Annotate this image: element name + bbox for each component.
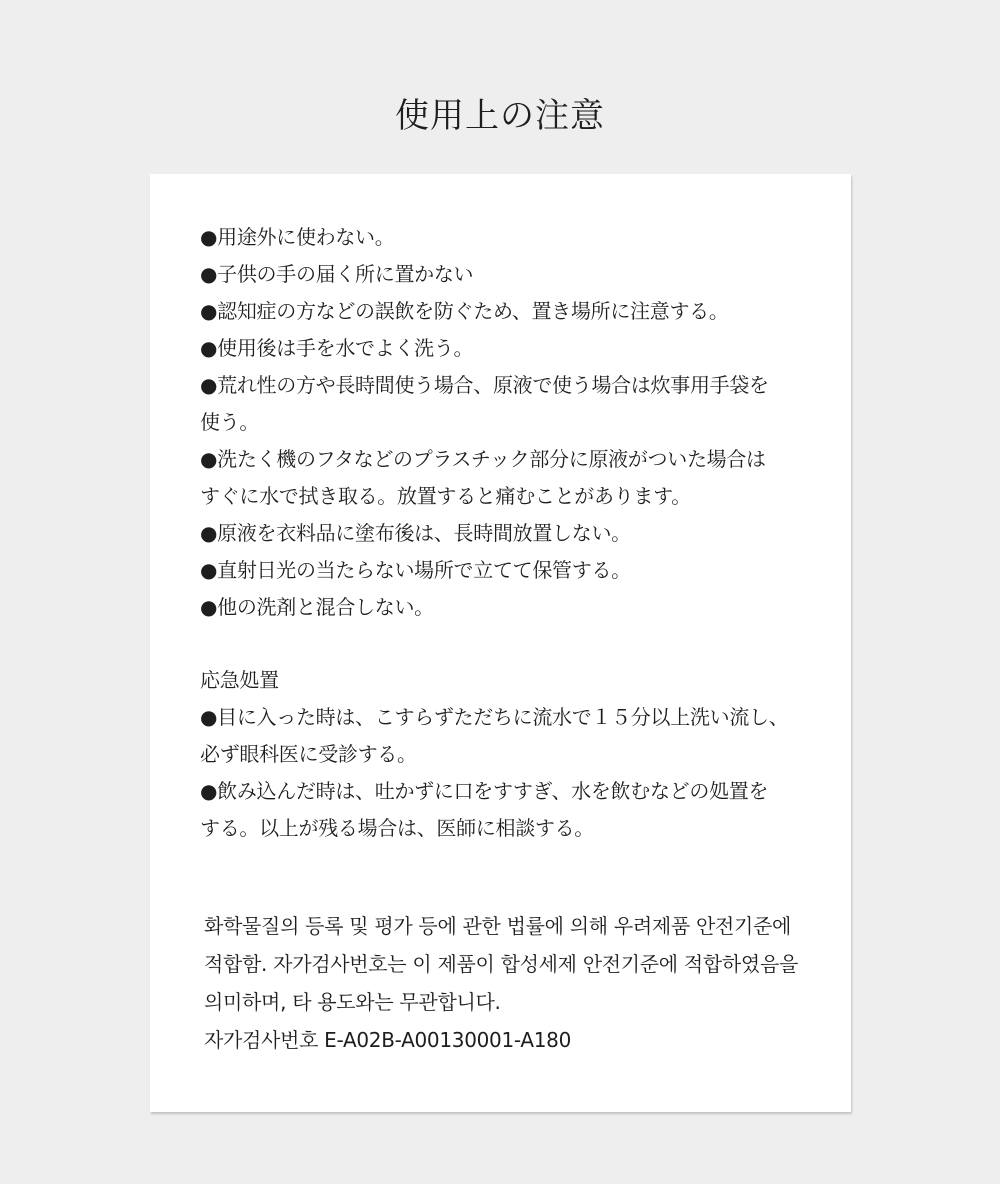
- precaution-item: ●洗たく機のフタなどのプラスチック部分に原液がついた場合は: [200, 447, 766, 471]
- korean-notice-line: 의미하며, 타 용도와는 무관합니다.: [204, 990, 501, 1014]
- emergency-item: ●目に入った時は、こすらずただちに流水で１５分以上洗い流し、: [200, 705, 789, 729]
- precautions-list: [200, 219, 830, 626]
- precaution-item: ●直射日光の当たらない場所で立てて保管する。: [200, 558, 631, 582]
- korean-notice-line: 적합함. 자가검사번호는 이 제품이 합성세제 안전기준에 적합하였음을: [204, 952, 798, 976]
- precaution-item: ●認知症の方などの誤飲を防ぐため、置き場所に注意する。: [200, 299, 729, 323]
- korean-compliance-notice: [204, 907, 834, 1059]
- emergency-heading: 応急処置: [200, 668, 279, 692]
- inspection-number: 자가검사번호 E-A02B-A00130001-A180: [204, 1028, 572, 1052]
- precaution-item: ●用途外に使わない。: [200, 225, 395, 249]
- precaution-item: ●荒れ性の方や長時間使う場合、原液で使う場合は炊事用手袋を: [200, 373, 769, 397]
- precaution-item: ●使用後は手を水でよく洗う。: [200, 336, 474, 360]
- precaution-item: ●他の洗剤と混合しない。: [200, 595, 434, 619]
- notice-card: [150, 174, 851, 1112]
- precaution-item-continued: すぐに水で拭き取る。放置すると痛むことがあります。: [200, 484, 691, 508]
- page-title: 使用上の注意: [395, 96, 605, 136]
- emergency-item-continued: 必ず眼科医に受診する。: [200, 742, 417, 766]
- precaution-item: ●子供の手の届く所に置かない: [200, 262, 474, 286]
- emergency-item-continued: する。以上が残る場合は、医師に相談する。: [200, 816, 594, 840]
- korean-notice-line: 화학물질의 등록 및 평가 등에 관한 법률에 의해 우려제품 안전기준에: [204, 914, 792, 938]
- emergency-section: [200, 662, 830, 847]
- emergency-item: ●飲み込んだ時は、吐かずに口をすすぎ、水を飲むなどの処置を: [200, 779, 769, 803]
- precaution-item-continued: 使う。: [200, 410, 260, 434]
- precaution-item: ●原液を衣料品に塗布後は、長時間放置しない。: [200, 521, 631, 545]
